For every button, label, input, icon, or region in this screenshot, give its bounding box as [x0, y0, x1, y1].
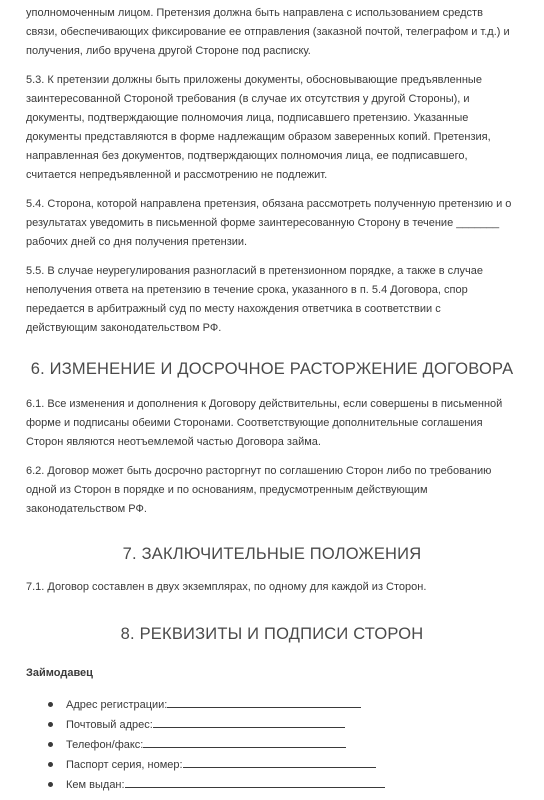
- text-line: 6.1. Все изменения и дополнения к Договору действительны, если совершены в письменной: [26, 398, 503, 410]
- field-label-registration-address: Адрес регистрации:: [66, 699, 168, 711]
- field-label-passport: Паспорт серия, номер:: [66, 759, 183, 771]
- text-line: 7.1. Договор составлен в двух экземплярах, по одному для каждой из Сторон.: [26, 581, 427, 593]
- section-7-heading: 7. ЗАКЛЮЧИТЕЛЬНЫЕ ПОЛОЖЕНИЯ: [122, 545, 422, 563]
- text-line: документы, подтверждающие полномочия лица, подписавшего претензию. Указанные: [26, 112, 469, 124]
- clause-6-1: [26, 395, 532, 452]
- text-line: неполучения ответа на претензию в течение срока, указанного в п. 5.4 Договора, спор: [26, 284, 468, 296]
- field-label-postal-address: Почтовый адрес:: [66, 719, 153, 731]
- list-item: [26, 715, 385, 735]
- text-line: заинтересованной Стороной требования (в случае их отсутствия у другой Стороны), и: [26, 93, 470, 105]
- text-line: 5.3. К претензии должны быть приложены документы, обосновывающие предъявленные: [26, 74, 482, 86]
- list-item: [26, 775, 385, 795]
- text-line: форме и подписаны обеими Сторонами. Соответствующие дополнительные соглашения: [26, 417, 483, 429]
- issued-by-blank[interactable]: [125, 776, 385, 788]
- field-label-phone-fax: Телефон/факс:: [66, 739, 144, 751]
- text-line: действующим законодательством РФ.: [26, 322, 222, 334]
- section-6-heading: 6. ИЗМЕНЕНИЕ И ДОСРОЧНОЕ РАСТОРЖЕНИЕ ДОГОВОРА: [30, 360, 514, 378]
- text-line: связи, обеспечивающих фиксирование ее отправления (заказной почтой, телеграфом и т.д.) и: [26, 26, 510, 38]
- list-item: [26, 735, 385, 755]
- text-line: направленная без документов, подтверждающих полномочия лица, ее подписавшего,: [26, 150, 468, 162]
- text-line: передается в арбитражный суд по месту нахождения ответчика в соответствии с: [26, 303, 441, 315]
- phone-fax-blank[interactable]: [143, 736, 346, 748]
- section-8-heading: 8. РЕКВИЗИТЫ И ПОДПИСИ СТОРОН: [120, 625, 424, 643]
- lender-details-list: [26, 695, 385, 795]
- text-line: Сторон являются неотъемлемой частью Договора займа.: [26, 436, 321, 448]
- text-line: 5.5. В случае неурегулирования разногласий в претензионном порядке, а также в случае: [26, 265, 484, 277]
- text-line: одной из Сторон в порядке и по основаниям, предусмотренным действующим: [26, 484, 428, 496]
- registration-address-blank[interactable]: [167, 696, 361, 708]
- clause-6-2: [26, 462, 532, 519]
- text-line: получения, либо вручена другой Стороне под расписку.: [26, 45, 311, 57]
- lender-label: Займодавец: [26, 667, 93, 679]
- text-line: считается непредъявленной и рассмотрению не подлежит.: [26, 169, 328, 181]
- paragraph-5-2-continuation: [26, 4, 532, 61]
- field-label-issued-by: Кем выдан:: [66, 779, 125, 791]
- clause-5-5: [26, 262, 532, 338]
- clause-5-3: [26, 71, 532, 185]
- text-line: документы представляются в форме надлежащим образом заверенных копий. Претензия,: [26, 131, 491, 143]
- postal-address-blank[interactable]: [153, 716, 345, 728]
- text-line: 5.4. Сторона, которой направлена претензия, обязана рассмотреть полученную претензию и о: [26, 198, 512, 210]
- passport-blank[interactable]: [183, 756, 376, 768]
- clause-7-1: [26, 578, 532, 597]
- clause-5-4: [26, 195, 532, 252]
- text-line: законодательством РФ.: [26, 503, 147, 515]
- text-line: рабочих дней со дня получения претензии.: [26, 236, 248, 248]
- text-line: 6.2. Договор может быть досрочно расторгнут по соглашению Сторон либо по требованию: [26, 465, 492, 477]
- list-item: [26, 695, 385, 715]
- text-line: результатах уведомить в письменной форме заинтересованную Сторону в течение _______: [26, 217, 500, 229]
- text-line: уполномоченным лицом. Претензия должна быть направлена с использованием средств: [26, 7, 483, 19]
- list-item: [26, 755, 385, 775]
